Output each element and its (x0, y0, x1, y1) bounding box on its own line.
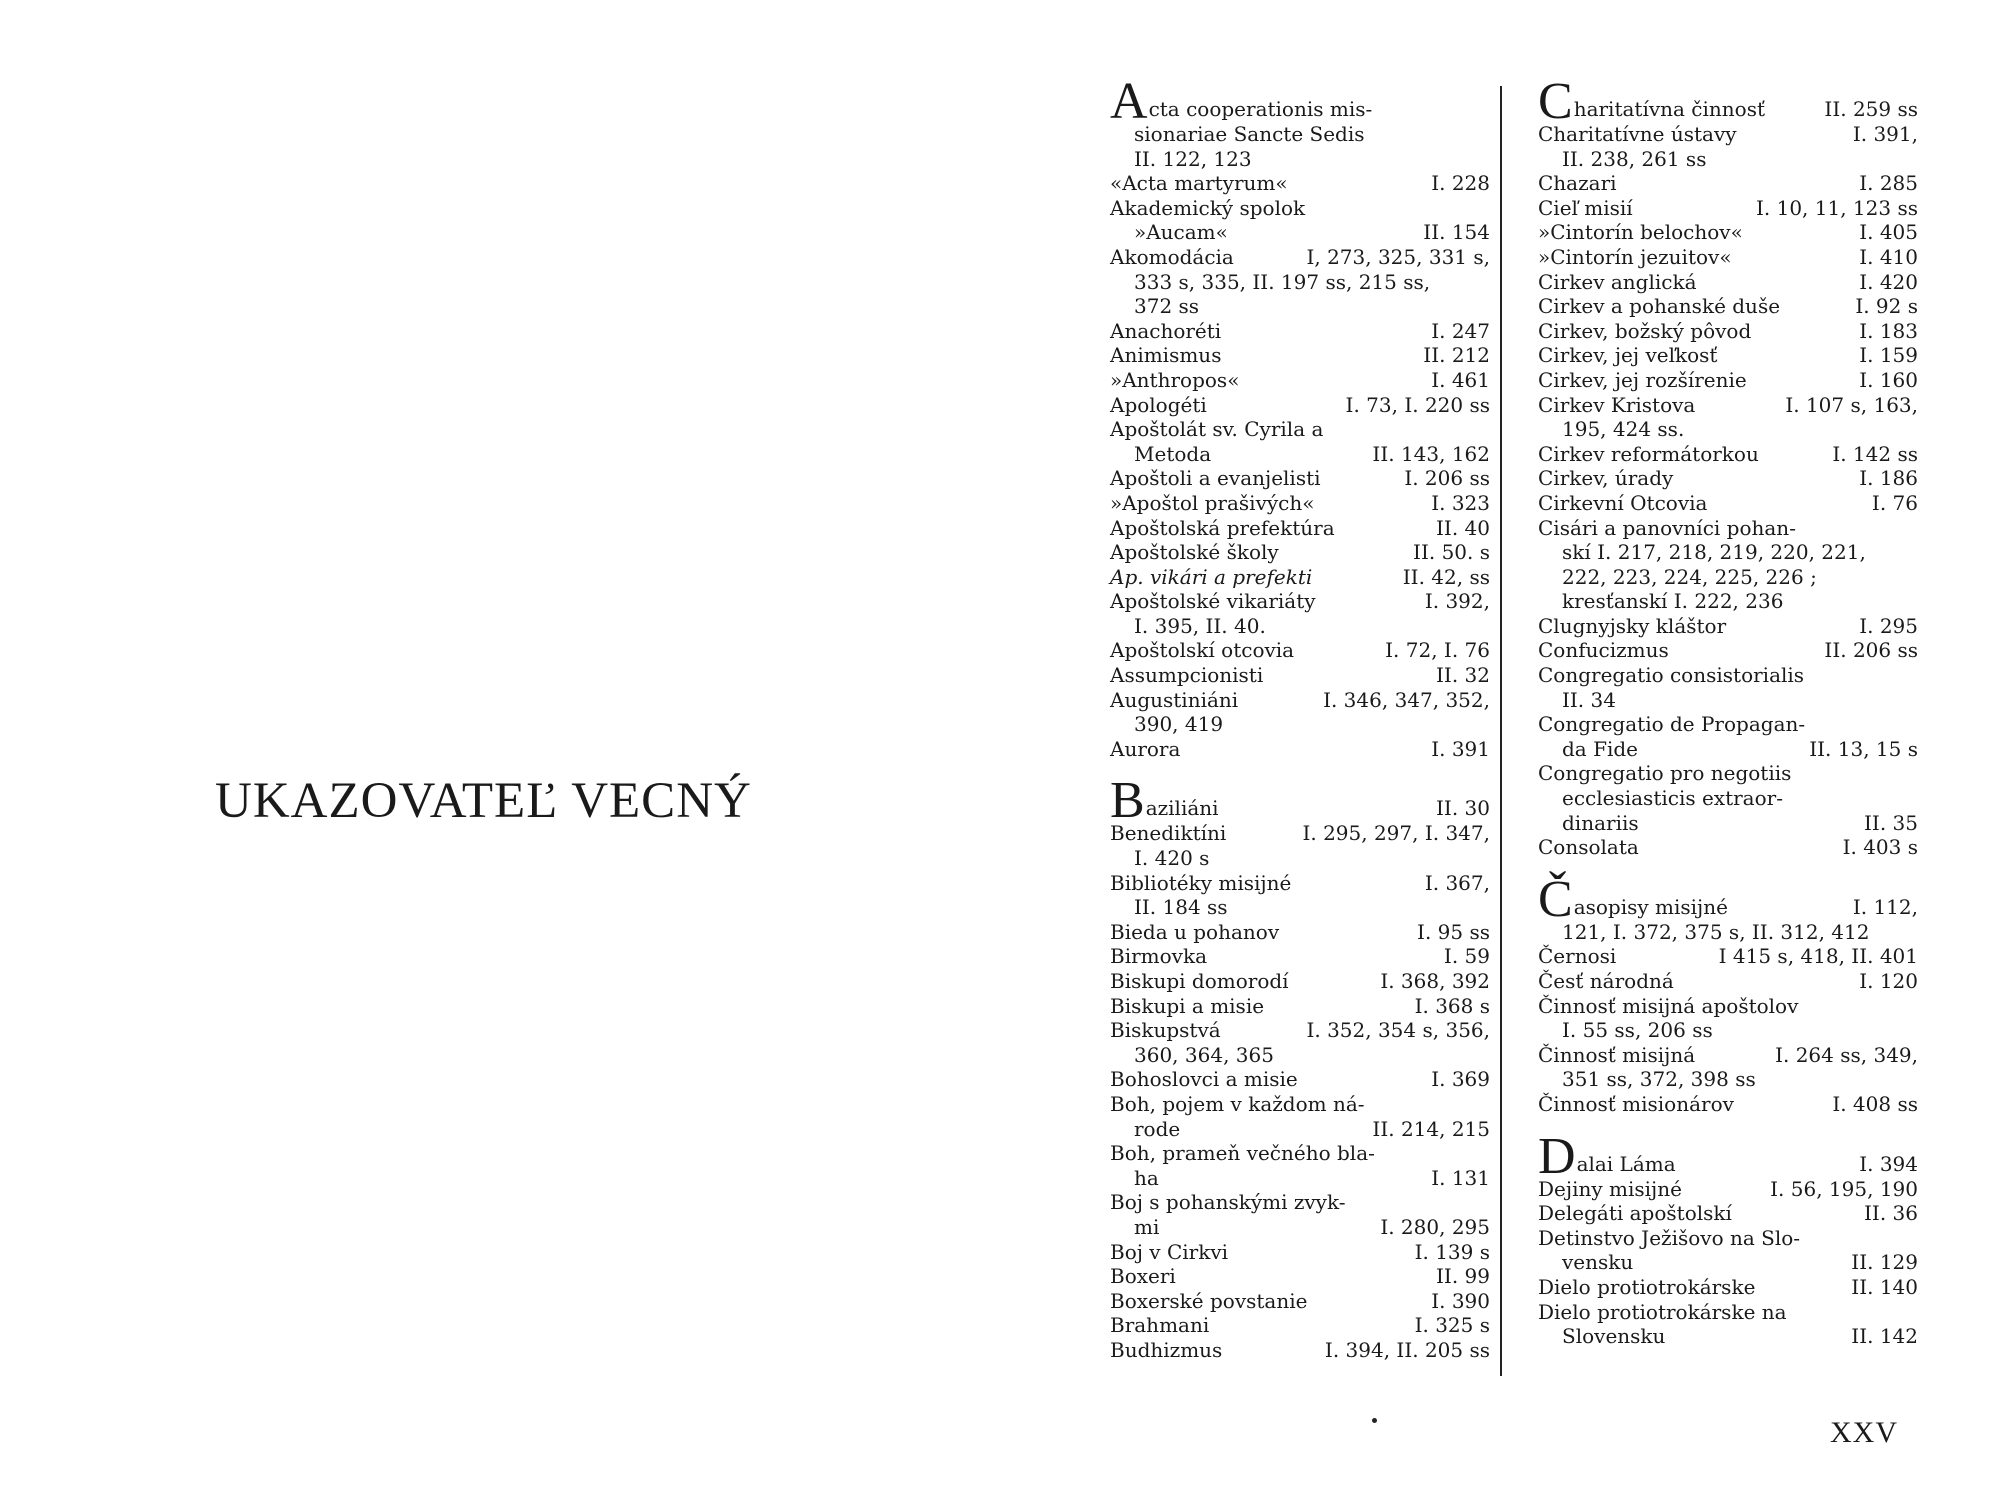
index-term: Congregatio de Propagan- (1538, 712, 1806, 737)
page-reference: I 415 s, 418, II. 401 (1718, 944, 1918, 969)
index-entry (1110, 1240, 1490, 1265)
index-term: Apoštolské školy (1110, 540, 1279, 565)
page-reference: I. 95 ss (1417, 919, 1490, 944)
index-term: 360, 364, 365 (1134, 1042, 1274, 1067)
index-continuation: 121, I. 372, 375 s, II. 312, 412 (1562, 919, 1870, 944)
index-entry (1538, 589, 1918, 614)
page-reference: I. 73, I. 220 ss (1345, 392, 1490, 417)
index-entry (1110, 1043, 1490, 1068)
index-term: Biskupi a misie (1110, 993, 1265, 1018)
index-term: Boxeri (1110, 1264, 1176, 1289)
index-term (1110, 73, 1490, 130)
section-initial: C (1538, 73, 1573, 130)
index-entry (1110, 846, 1490, 871)
index-term: Činnosť misijná (1538, 1042, 1696, 1067)
page-reference: I. 112, (1852, 894, 1918, 919)
index-entry (1538, 491, 1918, 516)
index-entry (1538, 171, 1918, 196)
index-entry (1110, 1067, 1490, 1092)
index-entry (1538, 614, 1918, 639)
index-term: Apologéti (1110, 392, 1207, 417)
index-term: Cirkev Kristova (1538, 392, 1696, 417)
index-term: Dielo protiotrokárske (1538, 1274, 1756, 1299)
index-entry (1538, 516, 1918, 541)
index-term-rest: aziliáni (1145, 796, 1219, 821)
index-entry (1538, 442, 1918, 467)
index-entry (1538, 1324, 1918, 1349)
page-reference: I. 59 (1443, 944, 1490, 969)
section-head (1538, 870, 1918, 928)
index-entry (1538, 270, 1918, 295)
page-reference: I. 352, 354 s, 356, (1306, 1018, 1490, 1043)
page-reference: I. 186 (1859, 466, 1918, 491)
index-term (1538, 73, 1814, 130)
index-term: Činnosť misijná apoštolov (1538, 993, 1799, 1018)
index-term: Ap. vikári a prefekti (1110, 564, 1313, 589)
index-entry (1110, 895, 1490, 920)
index-term: Budhizmus (1110, 1337, 1223, 1362)
index-term: 372 ss (1134, 294, 1200, 319)
page-reference: I. 368, 392 (1380, 969, 1490, 993)
index-term: Cieľ misií (1538, 195, 1633, 220)
index-entry (1110, 417, 1490, 442)
index-term: Česť národná (1538, 969, 1674, 993)
page-reference: I. 295, 297, I. 347, (1302, 821, 1490, 846)
page-reference: I. 131 (1431, 1165, 1490, 1190)
index-term: Dejiny misijné (1538, 1176, 1682, 1201)
index-entry (1110, 944, 1490, 969)
index-entry (1110, 1117, 1490, 1142)
index-entry (1110, 821, 1490, 846)
page-reference: I. 369 (1431, 1067, 1490, 1092)
index-entry (1110, 969, 1490, 994)
index-continuation: sionariae Sancte Sedis (1134, 122, 1365, 146)
page-reference: II. 35 (1864, 810, 1918, 835)
index-entry (1110, 688, 1490, 713)
index-entry (1110, 1092, 1490, 1117)
index-entry (1538, 294, 1918, 319)
index-term: Congregatio pro negotiis (1538, 761, 1792, 786)
index-term: Apoštolát sv. Cyrila a (1110, 417, 1324, 442)
index-entry (1538, 319, 1918, 344)
index-term: Detinstvo Ježišovo na Slo- (1538, 1225, 1801, 1250)
page-reference: II. 154 (1423, 220, 1490, 245)
page-reference: I. 72, I. 76 (1385, 638, 1490, 663)
page-reference: I. 139 s (1414, 1239, 1490, 1264)
section-head (1538, 73, 1918, 130)
index-term: Boj s pohanskými zvyk- (1110, 1190, 1346, 1215)
section-initial: B (1110, 772, 1145, 830)
page-reference: I. 408 ss (1832, 1091, 1918, 1116)
index-entry (1538, 638, 1918, 663)
index-term: Cirkev a pohanské duše (1538, 294, 1781, 319)
page-reference: I. 120 (1859, 969, 1918, 993)
index-term-rest: haritatívna činnosť (1573, 97, 1766, 121)
page-reference: I. 392, (1424, 589, 1490, 614)
index-entry (1538, 1201, 1918, 1226)
index-term: Biskupi domorodí (1110, 969, 1289, 993)
index-entry (1110, 466, 1490, 491)
index-entry (1538, 944, 1918, 969)
index-entry (1538, 761, 1918, 786)
index-entry (1538, 1043, 1918, 1068)
index-term: Confucizmus (1538, 638, 1669, 663)
index-term: Apoštolské vikariáty (1110, 589, 1316, 614)
page-reference: I. 410 (1859, 244, 1918, 269)
page-reference: I. 247 (1431, 318, 1490, 343)
page-reference: I. 394 (1859, 1151, 1918, 1176)
index-term: ecclesiasticis extraor- (1562, 786, 1783, 811)
index-term: 351 ss, 372, 398 ss (1562, 1067, 1756, 1092)
index-term: Apoštolská prefektúra (1110, 515, 1335, 540)
stray-dot (1372, 1418, 1377, 1423)
page-reference: I. 346, 347, 352, (1323, 687, 1490, 712)
index-term: skí I. 217, 218, 219, 220, 221, (1562, 540, 1866, 565)
index-term: Augustiniáni (1110, 687, 1239, 712)
index-term: Cirkev, jej rozšírenie (1538, 367, 1747, 392)
index-term: II. 34 (1562, 687, 1616, 712)
index-entry (1110, 245, 1490, 270)
index-entry (1110, 491, 1490, 516)
index-term: Akomodácia (1110, 244, 1234, 269)
index-term: Boh, pojem v každom ná- (1110, 1091, 1365, 1116)
index-entry (1538, 811, 1918, 836)
page-reference: II. 42, ss (1402, 564, 1490, 589)
page-reference: II. 143, 162 (1372, 441, 1490, 466)
page-reference: II. 13, 15 s (1809, 736, 1918, 761)
page-reference: II. 212 (1423, 343, 1490, 368)
index-term: Cirkev, úrady (1538, 466, 1674, 491)
index-term: I. 420 s (1134, 846, 1210, 871)
index-entry (1110, 589, 1490, 614)
index-term: Bibliotéky misijné (1110, 870, 1292, 895)
index-term: dinariis (1562, 810, 1639, 835)
page-reference: I. 325 s (1414, 1313, 1490, 1338)
index-term: »Anthropos« (1110, 367, 1240, 392)
index-term: Aurora (1110, 736, 1181, 761)
index-section (1110, 772, 1490, 1362)
index-entry (1110, 1018, 1490, 1043)
index-entry (1110, 294, 1490, 319)
index-entry (1110, 1289, 1490, 1314)
index-term: rode (1134, 1116, 1181, 1141)
page-reference: II. 206 ss (1824, 638, 1918, 663)
index-term-rest: alai Láma (1576, 1151, 1676, 1176)
index-entry (1110, 442, 1490, 467)
index-term: da Fide (1562, 736, 1638, 761)
index-term: Cirkev, jej veľkosť (1538, 343, 1718, 368)
index-term: Consolata (1538, 835, 1639, 860)
page-number: XXV (1830, 1416, 1898, 1449)
index-entry (1110, 1166, 1490, 1191)
page-reference: II. 30 (1436, 796, 1490, 821)
index-term: Delegáti apoštolskí (1538, 1201, 1732, 1226)
index-term: II. 184 ss (1134, 895, 1228, 920)
index-term: Charitatívne ústavy (1538, 122, 1737, 146)
page-reference: I. 228 (1431, 171, 1490, 196)
page-reference: I. 420 (1859, 269, 1918, 294)
index-term: Bohoslovci a misie (1110, 1067, 1298, 1092)
index-term: Bieda u pohanov (1110, 919, 1280, 944)
page-reference: II. 142 (1851, 1324, 1918, 1349)
page-reference: II. 129 (1851, 1250, 1918, 1275)
index-entry (1538, 1300, 1918, 1325)
index-term: 390, 419 (1134, 712, 1224, 737)
index-term: Dielo protiotrokárske na (1538, 1299, 1787, 1324)
page-reference: I. 183 (1859, 318, 1918, 343)
page-reference: I. 367, (1424, 870, 1490, 895)
index-term: kresťanskí I. 222, 236 (1562, 589, 1784, 614)
index-column-left (1110, 73, 1490, 1383)
page-reference: I. 390 (1431, 1288, 1490, 1313)
index-term: Boxerské povstanie (1110, 1288, 1308, 1313)
index-term: Anachoréti (1110, 318, 1222, 343)
index-entry (1110, 1215, 1490, 1240)
index-entry (1538, 712, 1918, 737)
index-entry (1110, 638, 1490, 663)
page-reference: I. 56, 195, 190 (1770, 1176, 1918, 1201)
index-entry (1538, 994, 1918, 1019)
index-term: »Cintorín belochov« (1538, 220, 1743, 245)
index-term: I. 395, II. 40. (1134, 613, 1266, 638)
index-entry (1110, 393, 1490, 418)
index-term: Chazari (1538, 171, 1617, 196)
page-reference: I. 264 ss, 349, (1775, 1042, 1918, 1067)
index-term: Činnosť misionárov (1538, 1091, 1734, 1116)
index-entry (1110, 994, 1490, 1019)
index-term: ha (1134, 1165, 1159, 1190)
index-entry (1538, 565, 1918, 590)
page-reference: I. 403 s (1842, 835, 1918, 860)
index-term: Cirkev anglická (1538, 269, 1697, 294)
page-reference: II. 50. s (1413, 540, 1490, 565)
index-entry (1110, 516, 1490, 541)
index-term: Cisári a panovníci pohan- (1538, 515, 1796, 540)
column-divider (1500, 86, 1502, 1376)
index-term: Akademický spolok (1110, 195, 1306, 220)
index-term (1538, 1127, 1849, 1185)
index-entry (1538, 1067, 1918, 1092)
page-reference: I. 206 ss (1404, 466, 1490, 491)
index-entry (1110, 1264, 1490, 1289)
page-reference: I, 273, 325, 331 s, (1306, 244, 1490, 269)
index-entry (1538, 540, 1918, 565)
index-continuation: II. 122, 123 (1134, 146, 1252, 171)
index-term: Boj v Cirkvi (1110, 1239, 1229, 1264)
index-term: I. 55 ss, 206 ss (1562, 1018, 1713, 1043)
index-term: Congregatio consistorialis (1538, 663, 1805, 688)
index-term: 222, 223, 224, 225, 226 ; (1562, 564, 1817, 589)
index-entry (1538, 147, 1918, 172)
page-reference: I. 76 (1871, 490, 1918, 515)
index-term: Brahmani (1110, 1313, 1210, 1338)
index-entry (1538, 466, 1918, 491)
index-entry (1538, 1018, 1918, 1043)
index-section (1538, 73, 1918, 860)
index-term: Biskupstvá (1110, 1018, 1221, 1043)
index-term: 195, 424 ss. (1562, 417, 1685, 442)
page-reference: I. 391, (1852, 122, 1918, 146)
index-term: «Acta martyrum« (1110, 171, 1288, 196)
page-reference: I. 405 (1859, 220, 1918, 245)
index-entry (1110, 171, 1490, 196)
index-term: Metoda (1134, 441, 1212, 466)
index-term: Slovensku (1562, 1324, 1666, 1349)
page-reference: II. 32 (1436, 663, 1490, 688)
section-initial: D (1538, 1127, 1576, 1185)
page-reference: II. 140 (1851, 1274, 1918, 1299)
page-reference: I. 368 s (1414, 993, 1490, 1018)
index-section (1110, 73, 1490, 761)
index-entry (1538, 835, 1918, 860)
index-entry (1110, 343, 1490, 368)
page-reference: I. 142 ss (1832, 441, 1918, 466)
page-reference: I. 295 (1859, 613, 1918, 638)
index-term: II. 238, 261 ss (1562, 146, 1707, 171)
page-title: UKAZOVATEĽ VECNÝ (215, 773, 752, 830)
index-entry (1538, 1275, 1918, 1300)
index-entry (1538, 368, 1918, 393)
index-entry (1538, 196, 1918, 221)
index-entry (1110, 614, 1490, 639)
page-reference: I. 92 s (1855, 294, 1918, 319)
page-reference: II. 99 (1436, 1264, 1490, 1289)
index-entry (1538, 220, 1918, 245)
index-entry (1110, 540, 1490, 565)
index-term-rest: cta cooperationis mis- (1148, 97, 1373, 121)
index-entry (1538, 1226, 1918, 1251)
index-term (1110, 772, 1426, 830)
index-term: Boh, prameň večného bla- (1110, 1141, 1375, 1166)
index-entry (1538, 417, 1918, 442)
index-entry (1110, 1313, 1490, 1338)
page-reference: II. 259 ss (1824, 97, 1918, 121)
index-entry (1110, 270, 1490, 295)
section-initial: Č (1538, 870, 1573, 928)
index-entry (1110, 319, 1490, 344)
index-term: Clugnyjsky kláštor (1538, 613, 1727, 638)
index-term: vensku (1562, 1250, 1634, 1275)
index-entry (1538, 122, 1918, 147)
index-entry (1538, 245, 1918, 270)
index-term-rest: asopisy misijné (1573, 894, 1728, 919)
index-entry (1110, 1190, 1490, 1215)
page-reference: II. 40 (1436, 515, 1490, 540)
index-term: 333 s, 335, II. 197 ss, 215 ss, (1134, 269, 1431, 294)
index-term: Cirkev, božský pôvod (1538, 318, 1752, 343)
index-entry (1110, 920, 1490, 945)
index-term: mi (1134, 1214, 1160, 1239)
page-reference: I. 107 s, 163, (1785, 392, 1918, 417)
index-entry (1110, 712, 1490, 737)
index-term: Černosi (1538, 944, 1617, 969)
section-head (1110, 772, 1490, 830)
page-reference: II. 214, 215 (1372, 1116, 1490, 1141)
index-entry (1538, 737, 1918, 762)
index-term: Apoštolskí otcovia (1110, 638, 1295, 663)
index-term: Birmovka (1110, 944, 1208, 969)
index-entry (1538, 688, 1918, 713)
index-term: »Cintorín jezuitov« (1538, 244, 1732, 269)
index-section (1538, 870, 1918, 1117)
index-term: Cirkev reformátorkou (1538, 441, 1759, 466)
section-head (1110, 73, 1490, 130)
page-reference: I. 280, 295 (1380, 1214, 1490, 1239)
index-term: Cirkevní Otcovia (1538, 490, 1708, 515)
index-entry (1538, 1092, 1918, 1117)
index-entry (1538, 343, 1918, 368)
index-entry (1110, 737, 1490, 762)
section-initial: A (1110, 73, 1148, 130)
page-reference: I. 391 (1431, 736, 1490, 761)
index-term: Apoštoli a evanjelisti (1110, 466, 1321, 491)
page-reference: I. 394, II. 205 ss (1324, 1337, 1490, 1362)
page-reference: I. 323 (1431, 490, 1490, 515)
index-entry (1538, 1250, 1918, 1275)
index-entry (1538, 969, 1918, 994)
index-entry (1538, 393, 1918, 418)
index-term: »Aucam« (1134, 220, 1228, 245)
index-term: Benediktíni (1110, 821, 1227, 846)
index-entry (1110, 1141, 1490, 1166)
page-reference: I. 10, 11, 123 ss (1755, 195, 1918, 220)
page-reference: I. 159 (1859, 343, 1918, 368)
index-term: Animismus (1110, 343, 1222, 368)
index-column-right (1538, 73, 1918, 1369)
index-entry (1538, 663, 1918, 688)
index-entry (1110, 220, 1490, 245)
page-reference: I. 285 (1859, 171, 1918, 196)
index-entry (1110, 1338, 1490, 1363)
index-entry (1110, 368, 1490, 393)
section-head (1538, 1127, 1918, 1185)
page-reference: I. 461 (1431, 367, 1490, 392)
index-entry (1538, 1177, 1918, 1202)
index-entry (1538, 786, 1918, 811)
index-term: Assumpcionisti (1110, 663, 1264, 688)
index-term (1538, 870, 1843, 928)
index-section (1538, 1127, 1918, 1349)
page-reference: II. 36 (1864, 1201, 1918, 1226)
index-entry (1110, 663, 1490, 688)
index-entry (1110, 871, 1490, 896)
index-term: »Apoštol prašivých« (1110, 490, 1315, 515)
index-entry (1110, 565, 1490, 590)
page-reference: I. 160 (1859, 367, 1918, 392)
index-entry (1110, 196, 1490, 221)
